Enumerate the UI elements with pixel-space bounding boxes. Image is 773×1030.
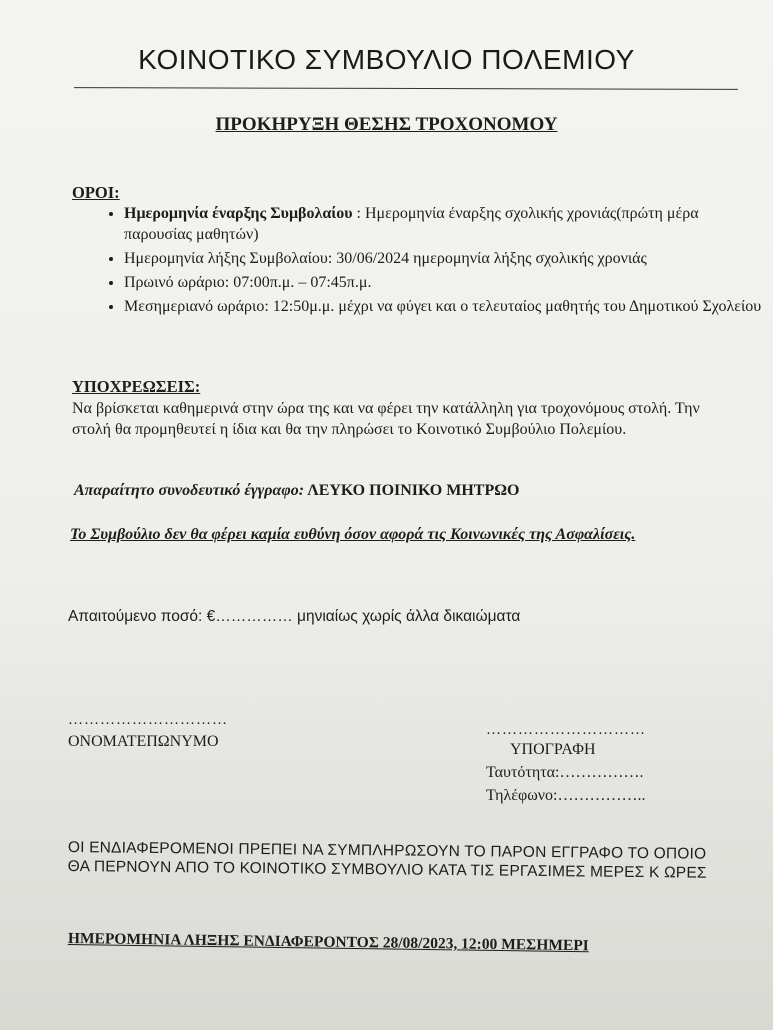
required-document-value: ΛΕΥΚΟ ΠΟΙΝΙΚΟ ΜΗΤΡΩΟ [307, 482, 520, 499]
fullname-label: ΟΝΟΜΑΤΕΠΩΝΥΜΟ [68, 733, 219, 750]
required-document [74, 482, 519, 500]
terms-list [96, 203, 764, 317]
term-text: Ημερομηνία λήξης Συμβολαίου: 30/06/2024 ημερομηνία λήξης σχολικής χρονιάς [124, 250, 647, 267]
header-divider [74, 87, 738, 90]
list-item [124, 272, 764, 293]
list-item [124, 203, 764, 245]
term-label: Ημερομηνία έναρξης Συμβολαίου [124, 205, 353, 222]
list-item [124, 296, 764, 317]
name-dotted-line: ………………………… [68, 712, 228, 728]
document-title: ΠΡΟΚΗΡΥΞΗ ΘΕΣΗΣ ΤΡΟΧΟΝΟΜΟΥ [215, 114, 558, 135]
term-text: : Ημερομηνία έναρξης σχολικής χρονιάς(πρώτη μέρα παρουσίας μαθητών) [124, 205, 699, 243]
council-header: ΚΟΙΝΟΤΙΚΟ ΣΥΜΒΟΥΛΙΟ ΠΟΛΕΜΙΟΥ [138, 44, 635, 75]
term-text: Πρωινό ωράριο: 07:00π.μ. – 07:45π.μ. [124, 274, 372, 291]
signature-label: ΥΠΟΓΡΑΦΗ [510, 741, 596, 758]
terms-heading: ΟΡΟΙ: [72, 183, 120, 202]
disclaimer: Το Συμβούλιο δεν θα φέρει καμία ευθύνη όσον αφορά τις Κοινωνικές της Ασφαλίσεις. [70, 526, 636, 543]
obligations-heading: ΥΠΟΧΡΕΩΣΕΙΣ: [72, 377, 201, 396]
submission-notice: ΟΙ ΕΝΔΙΑΦΕΡΟΜΕΝΟΙ ΠΡΕΠΕΙ ΝΑ ΣΥΜΠΛΗΡΩΣΟΥΝ ΤΟ ΠΑΡΟΝ ΕΓΓΡΑΦΟ ΤΟ ΟΠΟΙΟ ΘΑ ΠΕΡΝΟΥΝ ΑΠΟ ΤΟ ΚΟΙΝΟΤΙΚΟ ΣΥΜΒΟΥΛΙΟ ΚΑΤΑ ΤΙΣ ΕΡΓΑΣΙΜΕΣ ΜΕΡΕΣ Κ ΩΡΕΣ [67, 838, 707, 882]
amount-line: Απαιτούμενο ποσό: €…………… μηνιαίως χωρίς άλλα δικαιώματα [68, 608, 521, 625]
id-card-line: Ταυτότητα:……………. [486, 764, 644, 781]
deadline-line: ΗΜΕΡΟΜΗΝΙΑ ΛΗΞΗΣ ΕΝΔΙΑΦΕΡΟΝΤΟΣ 28/08/2023, 12:00 ΜΕΣΗΜΕΡΙ [67, 930, 589, 955]
obligations-text: Να βρίσκεται καθημερινά στην ώρα της και να φέρει την κατάλληλη για τροχονόμους στολή. Την στολή θα προμηθευτεί η ίδια και θα την πληρώσει το Κοινοτικό Συμβούλιο Πολεμίου. [72, 400, 700, 438]
phone-line: Τηλέφωνο:…………….. [486, 787, 646, 804]
list-item [124, 248, 764, 269]
term-text: Μεσημεριανό ωράριο: 12:50μ.μ. μέχρι να φύγει και ο τελευταίος μαθητής του Δημοτικού Σχολείου [124, 298, 762, 315]
signature-dotted-line: ………………………… [486, 722, 646, 738]
required-document-label: Απαραίτητο συνοδευτικό έγγραφο: [74, 482, 305, 499]
